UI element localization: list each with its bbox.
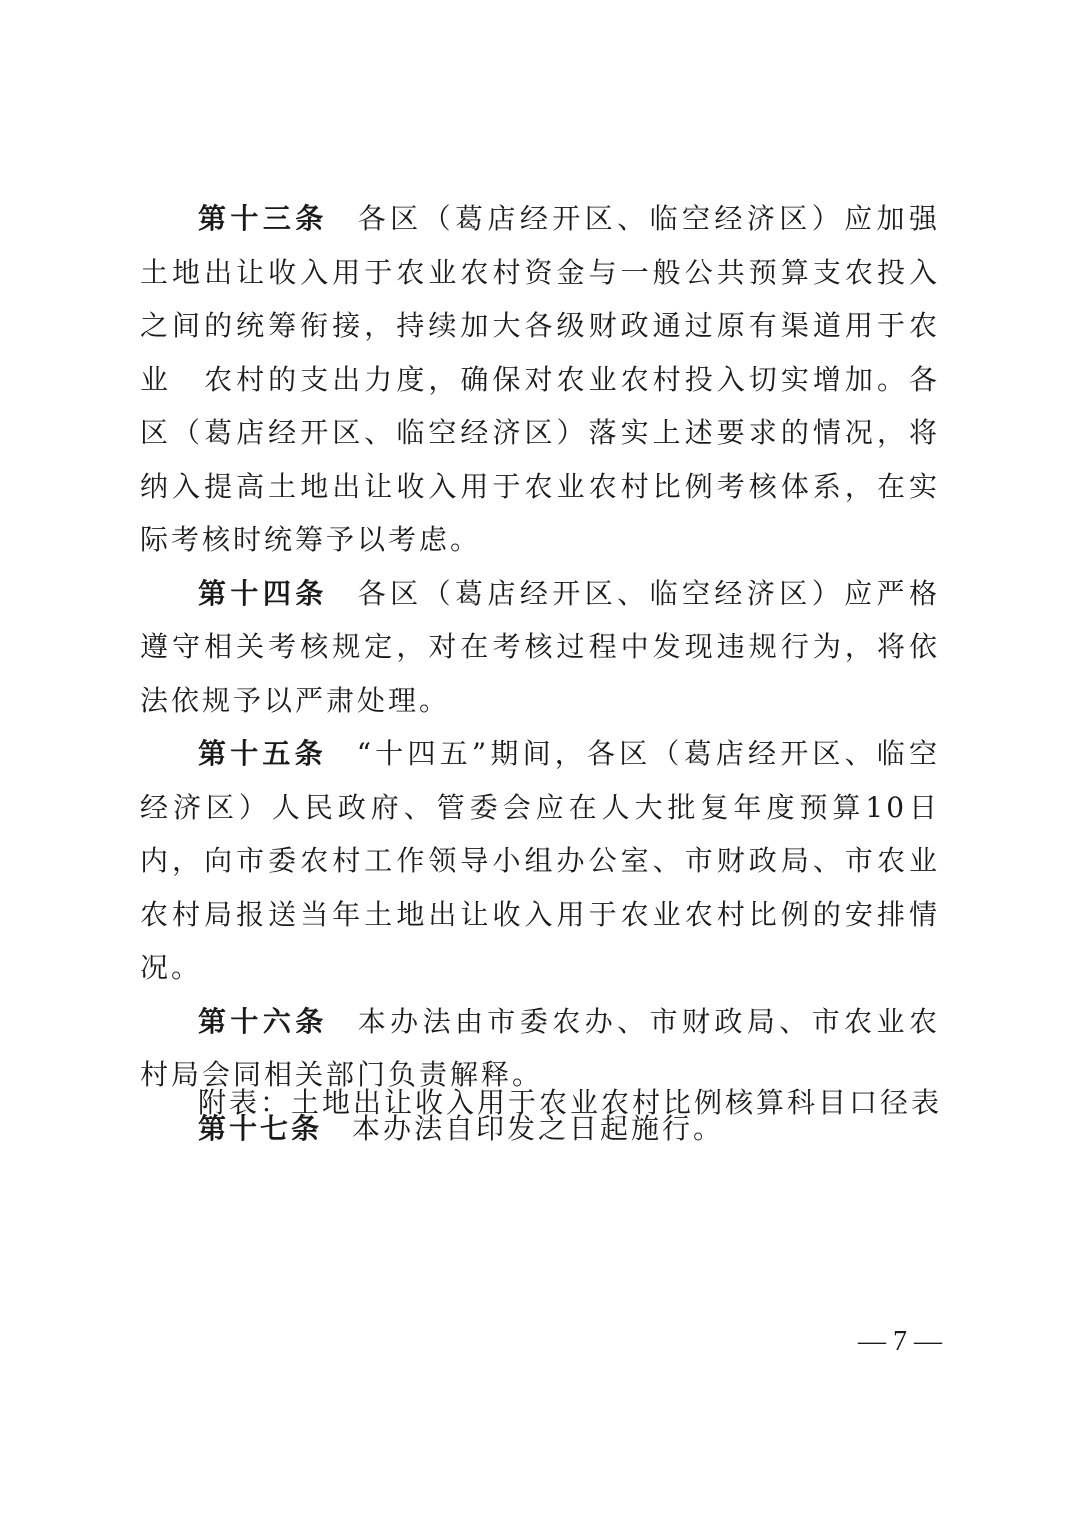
article-label: 第十四条 <box>198 576 328 610</box>
article-text: 各区（葛店经开区、临空经济区）应加强土地出让收入用于农业农村资金与一般公共预算支农投入之间的统筹衔接，持续加大各级财政通过原有渠道用于农业 农村的支出力度，确保对农业农村投入切实增加。各区（葛店经开区、临空经济区）落实上述要求的情况，将纳入提高土地出让收入用于农业农村比例考核体系，在实际考核时统筹予以考虑。 <box>140 202 940 556</box>
attachment-note: 附表：土地出让收入用于农业农村比例核算科目口径表 <box>198 1086 943 1119</box>
article-text: 本办法由市委农办、市财政局、市农业农村局会同相关部门负责解释。 <box>140 1004 940 1091</box>
article-label: 第十六条 <box>198 1004 328 1038</box>
article-text: “十四五”期间，各区（葛店经开区、临空经济区）人民政府、管委会应在人大批复年度预算10日内，向市委农村工作领导小组办公室、市财政局、市农业农村局报送当年土地出让收入用于农业农村比例的安排情况。 <box>140 737 940 984</box>
article-label: 第十三条 <box>198 202 328 235</box>
article-list <box>140 192 940 1155</box>
article-15 <box>140 727 940 995</box>
article-label: 第十七条 <box>198 1111 323 1145</box>
article-14 <box>140 567 940 728</box>
article-label: 第十五条 <box>198 737 327 770</box>
article-text: 各区（葛店经开区、临空经济区）应严格遵守相关考核规定，对在考核过程中发现违规行为，将依法依规予以严肃处理。 <box>140 576 940 717</box>
page-number: — 7 — <box>858 1326 942 1357</box>
article-text: 本办法自印发之日起施行。 <box>352 1111 725 1145</box>
article-13 <box>140 192 940 567</box>
